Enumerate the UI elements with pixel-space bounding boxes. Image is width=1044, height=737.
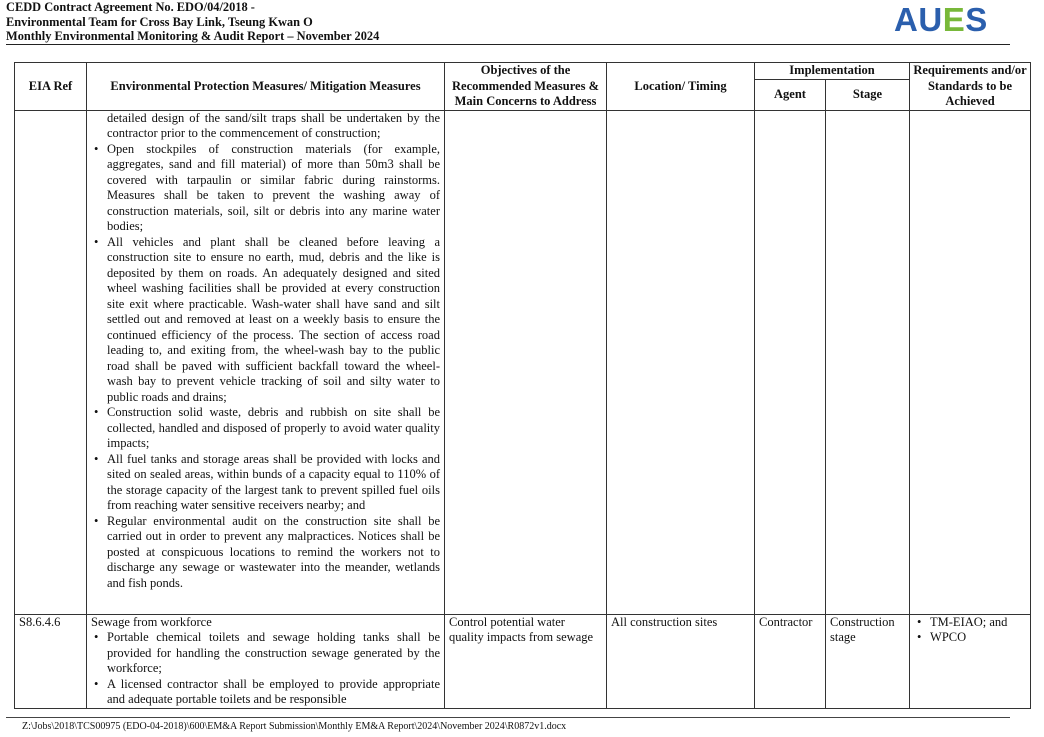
- file-path-footer: Z:\Jobs\2018\TCS00975 (EDO-04-2018)\600\EM&A Report Submission\Monthly EM&A Report\2024\November 2024\R0872v1.docx: [22, 721, 567, 732]
- col-agent: Agent: [755, 79, 826, 110]
- col-implementation: Implementation: [755, 63, 910, 80]
- measure-heading: Sewage from workforce: [91, 614, 212, 629]
- logo-letter-a: A: [894, 1, 919, 38]
- stage-cell: Construction stage: [826, 614, 910, 708]
- eia-ref-cell: [15, 110, 87, 614]
- col-requirements: Requirements and/or Standards to be Achieved: [910, 63, 1031, 111]
- table-row: [15, 614, 1031, 708]
- list-item: • Regular environmental audit on the construction site shall be carried out in order to prevent any malpractices. Notices shall be posted at conspicuous locations to remind the workers not to discharge any sewage or wastewater into the meander, wetlands and fish ponds.: [107, 514, 440, 592]
- contract-line: CEDD Contract Agreement No. EDO/04/2018 -: [6, 0, 255, 14]
- team-line: Environmental Team for Cross Bay Link, Tseung Kwan O: [6, 14, 313, 29]
- col-measures: Environmental Protection Measures/ Mitigation Measures: [87, 63, 445, 111]
- requirements-cell: [910, 110, 1031, 614]
- logo-letter-u: U: [918, 1, 943, 38]
- objectives-cell: Control potential water quality impacts from sewage: [445, 614, 607, 708]
- location-cell: [607, 110, 755, 614]
- table-row: [15, 110, 1031, 614]
- logo-letter-e: E: [942, 1, 966, 38]
- measures-list: [91, 142, 440, 592]
- measures-list: [91, 630, 440, 708]
- col-stage: Stage: [826, 79, 910, 110]
- col-objectives: Objectives of the Recommended Measures & Main Concerns to Address: [445, 63, 607, 111]
- measures-cell: [87, 110, 445, 614]
- agent-cell: Contractor: [755, 614, 826, 708]
- objectives-cell: [445, 110, 607, 614]
- list-item: • All fuel tanks and storage areas shall be provided with locks and sited on sealed areas, within bunds of a capacity equal to 110% of the storage capacity of the largest tank to prevent spilled fuel oils from reaching water sensitive receivers nearby; and: [107, 452, 440, 514]
- continuation-text: detailed design of the sand/silt traps shall be undertaken by the contractor prior to the commencement of construction;: [107, 110, 440, 140]
- footer-rule: [6, 717, 1010, 718]
- stage-cell: [826, 110, 910, 614]
- location-cell: All construction sites: [607, 614, 755, 708]
- header-row-1: [15, 63, 1031, 80]
- requirements-list: [914, 615, 1026, 646]
- measures-cell: [87, 614, 445, 708]
- header-rule: [6, 44, 1010, 45]
- aues-logo: [894, 2, 988, 38]
- document-header: [6, 0, 379, 44]
- requirements-cell: [910, 614, 1031, 708]
- list-item: • TM-EIAO; and: [930, 615, 1026, 631]
- mitigation-measures-table: [14, 62, 1031, 709]
- col-eia-ref: EIA Ref: [15, 63, 87, 111]
- report-line: Monthly Environmental Monitoring & Audit Report – November 2024: [6, 29, 380, 43]
- list-item: • Portable chemical toilets and sewage holding tanks shall be provided for handling the construction sewage generated by the workforce;: [107, 630, 440, 677]
- list-item: • Construction solid waste, debris and rubbish on site shall be collected, handled and disposed of properly to avoid water quality impacts;: [107, 405, 440, 452]
- list-item: • All vehicles and plant shall be cleaned before leaving a construction site to ensure no earth, mud, debris and the like is deposited by them on roads. An adequately designed and sited wheel washing facilities shall be provided at every construction site exit where practicable. Wash-water shall have sand and silt settled out and removed at least on a weekly basis to ensure the continued efficiency of the process. The section of access road leading to, and exiting from, the wheel-wash bay to the public road shall be paved with sufficient backfall toward the wheel-wash bay to prevent vehicle tracking of soil and silty water to public roads and drains;: [107, 235, 440, 406]
- eia-ref-cell: S8.6.4.6: [15, 614, 87, 708]
- list-item: • A licensed contractor shall be employed to provide appropriate and adequate portable toilets and be responsible: [107, 677, 440, 708]
- col-location: Location/ Timing: [607, 63, 755, 111]
- list-item: • WPCO: [930, 630, 1026, 646]
- logo-letter-s: S: [965, 1, 988, 38]
- agent-cell: [755, 110, 826, 614]
- list-item: • Open stockpiles of construction materials (for example, aggregates, sand and fill material) of more than 50m3 shall be covered with tarpaulin or similar fabric during rainstorms. Measures shall be taken to prevent the washing away of construction materials, soil, silt or debris into any marine water bodies;: [107, 142, 440, 235]
